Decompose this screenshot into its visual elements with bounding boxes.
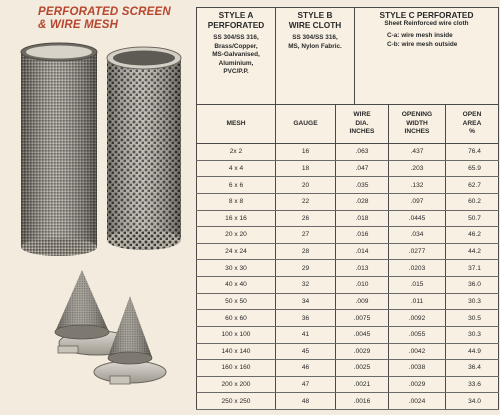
cell-mesh: 50 x 50 bbox=[197, 293, 276, 310]
cell-gauge: 46 bbox=[276, 360, 336, 377]
cell-wire-dia: .028 bbox=[336, 193, 389, 210]
cell-open-area: 30.3 bbox=[446, 326, 499, 343]
column-header-open-area: OPEN AREA % bbox=[446, 105, 499, 144]
perforated-tube-image bbox=[107, 47, 181, 250]
cell-wire-dia: .0029 bbox=[336, 343, 389, 360]
cell-mesh: 6 x 6 bbox=[197, 177, 276, 194]
column-header-gauge: GAUGE bbox=[276, 105, 336, 144]
style-options-table bbox=[196, 7, 499, 111]
table-row bbox=[197, 393, 499, 410]
cell-opening-width: .0055 bbox=[389, 326, 446, 343]
cell-opening-width: .0445 bbox=[389, 210, 446, 227]
cell-mesh: 140 x 140 bbox=[197, 343, 276, 360]
cell-wire-dia: .0075 bbox=[336, 310, 389, 327]
cell-wire-dia: .0016 bbox=[336, 393, 389, 410]
cell-opening-width: .015 bbox=[389, 277, 446, 294]
table-row bbox=[197, 243, 499, 260]
cell-open-area: 34.0 bbox=[446, 393, 499, 410]
cell-mesh: 100 x 100 bbox=[197, 326, 276, 343]
cell-opening-width: .0092 bbox=[389, 310, 446, 327]
cell-gauge: 22 bbox=[276, 193, 336, 210]
cell-opening-width: .0024 bbox=[389, 393, 446, 410]
column-header-mesh: MESH bbox=[197, 105, 276, 144]
cell-mesh: 4 x 4 bbox=[197, 160, 276, 177]
style-c-notes: C-a: wire mesh inside C-b: wire mesh outside bbox=[387, 32, 458, 48]
cell-gauge: 20 bbox=[276, 177, 336, 194]
cell-gauge: 48 bbox=[276, 393, 336, 410]
cell-gauge: 28 bbox=[276, 243, 336, 260]
cell-wire-dia: .0021 bbox=[336, 376, 389, 393]
cell-opening-width: .0038 bbox=[389, 360, 446, 377]
cell-wire-dia: .063 bbox=[336, 144, 389, 161]
table-body bbox=[197, 144, 499, 410]
cell-open-area: 46.2 bbox=[446, 227, 499, 244]
table-row bbox=[197, 160, 499, 177]
cell-open-area: 37.1 bbox=[446, 260, 499, 277]
cell-open-area: 30.3 bbox=[446, 293, 499, 310]
mesh-spec-table bbox=[196, 104, 499, 410]
style-a-heading: STYLE A PERFORATED bbox=[207, 10, 265, 30]
cell-wire-dia: .0025 bbox=[336, 360, 389, 377]
cell-opening-width: .034 bbox=[389, 227, 446, 244]
cell-mesh: 2x 2 bbox=[197, 144, 276, 161]
style-c-subheading: Sheet Reinforced wire cloth bbox=[384, 20, 469, 27]
style-b-heading: STYLE B WIRE CLOTH bbox=[288, 10, 342, 30]
cell-open-area: 60.2 bbox=[446, 193, 499, 210]
title-line-1: PERFORATED SCREEN bbox=[38, 6, 171, 18]
cell-wire-dia: .014 bbox=[336, 243, 389, 260]
table-row bbox=[197, 144, 499, 161]
cell-opening-width: .0042 bbox=[389, 343, 446, 360]
cell-open-area: 44.9 bbox=[446, 343, 499, 360]
cell-open-area: 44.2 bbox=[446, 243, 499, 260]
table-row bbox=[197, 376, 499, 393]
cell-opening-width: .203 bbox=[389, 160, 446, 177]
cell-gauge: 29 bbox=[276, 260, 336, 277]
style-c-heading: STYLE C PERFORATED bbox=[379, 10, 474, 20]
cell-mesh: 40 x 40 bbox=[197, 277, 276, 294]
product-illustrations bbox=[0, 0, 200, 415]
cell-opening-width: .437 bbox=[389, 144, 446, 161]
wire-mesh-tube-image bbox=[21, 43, 97, 256]
cell-gauge: 32 bbox=[276, 277, 336, 294]
cell-open-area: 36.0 bbox=[446, 277, 499, 294]
cell-opening-width: .0029 bbox=[389, 376, 446, 393]
table-row bbox=[197, 343, 499, 360]
cell-gauge: 16 bbox=[276, 144, 336, 161]
table-row bbox=[197, 260, 499, 277]
table-row bbox=[197, 326, 499, 343]
style-b-materials: SS 304/SS 316, MS, Nylon Fabric. bbox=[288, 34, 342, 50]
column-header-opening-width: OPENING WIDTH INCHES bbox=[389, 105, 446, 144]
cell-gauge: 47 bbox=[276, 376, 336, 393]
cell-opening-width: .0277 bbox=[389, 243, 446, 260]
cell-mesh: 16 x 16 bbox=[197, 210, 276, 227]
cell-open-area: 50.7 bbox=[446, 210, 499, 227]
cell-opening-width: .097 bbox=[389, 193, 446, 210]
cell-wire-dia: .035 bbox=[336, 177, 389, 194]
cell-open-area: 65.9 bbox=[446, 160, 499, 177]
table-row bbox=[197, 193, 499, 210]
cell-wire-dia: .013 bbox=[336, 260, 389, 277]
table-row bbox=[197, 210, 499, 227]
cell-gauge: 27 bbox=[276, 227, 336, 244]
cell-open-area: 33.6 bbox=[446, 376, 499, 393]
cell-mesh: 200 x 200 bbox=[197, 376, 276, 393]
cell-mesh: 8 x 8 bbox=[197, 193, 276, 210]
cell-mesh: 250 x 250 bbox=[197, 393, 276, 410]
cell-mesh: 30 x 30 bbox=[197, 260, 276, 277]
cell-wire-dia: .010 bbox=[336, 277, 389, 294]
column-header-wire-dia: WIRE DIA. INCHES bbox=[336, 105, 389, 144]
cell-open-area: 62.7 bbox=[446, 177, 499, 194]
cell-gauge: 26 bbox=[276, 210, 336, 227]
style-c-cell bbox=[355, 8, 499, 111]
cell-open-area: 76.4 bbox=[446, 144, 499, 161]
cell-mesh: 24 x 24 bbox=[197, 243, 276, 260]
cell-gauge: 36 bbox=[276, 310, 336, 327]
table-row bbox=[197, 227, 499, 244]
title-line-2: & WIRE MESH bbox=[38, 19, 119, 31]
cell-open-area: 30.5 bbox=[446, 310, 499, 327]
cell-gauge: 18 bbox=[276, 160, 336, 177]
table-row bbox=[197, 310, 499, 327]
cell-wire-dia: .016 bbox=[336, 227, 389, 244]
cell-opening-width: .132 bbox=[389, 177, 446, 194]
cell-opening-width: .011 bbox=[389, 293, 446, 310]
cell-mesh: 160 x 160 bbox=[197, 360, 276, 377]
table-header-row bbox=[197, 105, 499, 144]
table-row bbox=[197, 293, 499, 310]
style-a-materials: SS 304/SS 316, Brass/Copper, MS-Galvanised, Aluminium, PVC/P.P. bbox=[212, 34, 260, 76]
cell-wire-dia: .047 bbox=[336, 160, 389, 177]
table-row bbox=[197, 277, 499, 294]
cell-wire-dia: .009 bbox=[336, 293, 389, 310]
cell-wire-dia: .018 bbox=[336, 210, 389, 227]
cell-gauge: 34 bbox=[276, 293, 336, 310]
table-row bbox=[197, 177, 499, 194]
cell-wire-dia: .0045 bbox=[336, 326, 389, 343]
cell-mesh: 20 x 20 bbox=[197, 227, 276, 244]
cell-mesh: 60 x 60 bbox=[197, 310, 276, 327]
style-a-cell bbox=[197, 8, 276, 111]
cell-gauge: 41 bbox=[276, 326, 336, 343]
table-row bbox=[197, 360, 499, 377]
cell-open-area: 36.4 bbox=[446, 360, 499, 377]
cell-gauge: 45 bbox=[276, 343, 336, 360]
style-b-cell bbox=[276, 8, 355, 111]
cell-opening-width: .0203 bbox=[389, 260, 446, 277]
